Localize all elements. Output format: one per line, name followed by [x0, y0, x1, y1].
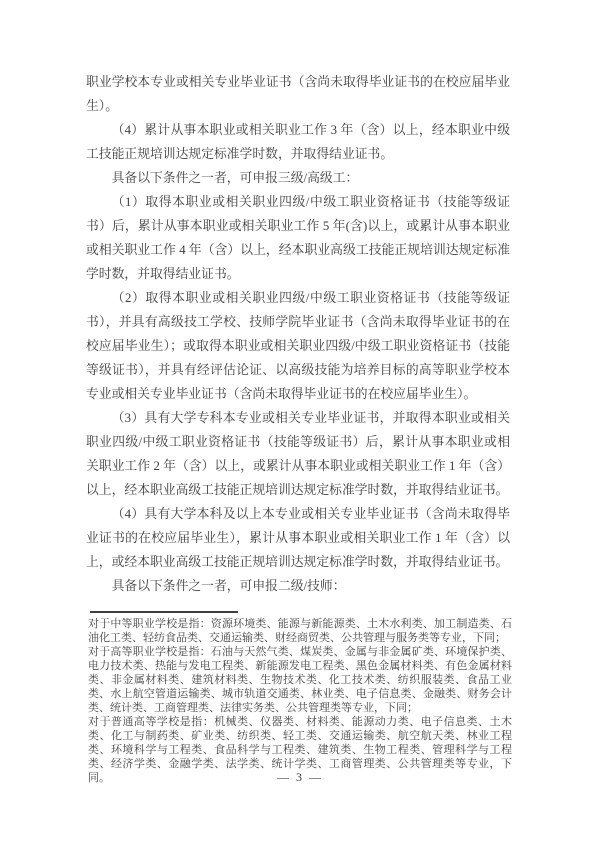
paragraph-item-4: （4）具有大学本科及以上本专业或相关专业毕业证书（含尚未取得毕业证书的在校应届毕业生），累计从事本职业或相关职业工作 1 年（含）以上，或经本职业高级工技能正规培训达规定标准学时数，并取得结业证书。	[86, 507, 510, 569]
paragraph-item-4-middle: （4）累计从事本职业或相关职业工作 3 年（含）以上，经本职业中级工技能正规培训达规定标准学时数，并取得结业证书。	[86, 123, 510, 161]
paragraph-continuation: 职业学校本专业或相关专业毕业证书（含尚未取得毕业证书的在校应届毕业生）。	[86, 75, 510, 113]
footnote-regular-higher-education: 对于普通高等学校是指：机械类、仪器类、材料类、能源动力类、电子信息类、土木类、化工与制药类、矿业类、纺织类、轻工类、交通运输类、航空航天类、林业工程类、环境科学与工程类、食品科学与工程类、建筑类、生物工程类、管理科学与工程类、经济学类、金融学类、法学类、统计学类、工商管理类、公共管理类等专业，下同。	[88, 716, 512, 784]
paragraph-level2-intro: 具备以下条件之一者，可申报二级/技师：	[111, 579, 346, 593]
page-number: — 3 —	[277, 770, 323, 784]
paragraph-item-1: （1）取得本职业或相关职业四级/中级工职业资格证书（技能等级证书）后，累计从事本职业或相关职业工作 5 年(含)以上，或累计从事本职业或相关职业工作 4 年（含）以上，经本职业高级工技能正规培训达规定标准学时数，并取得结业证书。	[86, 195, 510, 281]
paragraph-item-3: （3）具有大学专科本专业或相关专业毕业证书，并取得本职业或相关职业四级/中级工职业资格证书（技能等级证书）后，累计从事本职业或相关职业工作 2 年（含）以上，或累计从事本职业或相关职业工作 1 年（含）以上，经本职业高级工技能正规培训达规定标准学时数，并取得结业证书。	[86, 411, 510, 497]
paragraph-item-2: （2）取得本职业或相关职业四级/中级工职业资格证书（技能等级证书），并具有高级技工学校、技师学院毕业证书（含尚未取得毕业证书的在校应届毕业生）；或取得本职业或相关职业四级/中级工职业资格证书（技能等级证书），并具有经评估论证、以高级技能为培养目标的高等职业学校本专业或相关专业毕业证书（含尚未取得毕业证书的在校应届毕业生）。	[86, 291, 510, 401]
footnotes	[88, 617, 512, 785]
body-text	[86, 70, 510, 598]
paragraph-level3-intro: 具备以下条件之一者，可申报三级/高级工：	[111, 171, 359, 185]
footnote-secondary-vocational: 对于中等职业学校是指：资源环境类、能源与新能源类、土木水利类、加工制造类、石油化工类、轻纺食品类、交通运输类、财经商贸类、公共管理与服务类等专业，下同；	[88, 618, 512, 644]
footnote-higher-vocational: 对于高等职业学校是指：石油与天然气类、煤炭类、金属与非金属矿类、环境保护类、电力技术类、热能与发电工程类、新能源发电工程类、黑色金属材料类、有色金属材料类、非金属材料类、建筑材料类、生物技术类、化工技术类、纺织服装类、食品工业类、水上航空管道运输类、城市轨道交通类、林业类、电子信息类、金融类、财务会计类、统计类、工商管理类、法律实务类、公共管理类等专业，下同；	[88, 646, 512, 714]
footnote-separator	[90, 611, 238, 613]
